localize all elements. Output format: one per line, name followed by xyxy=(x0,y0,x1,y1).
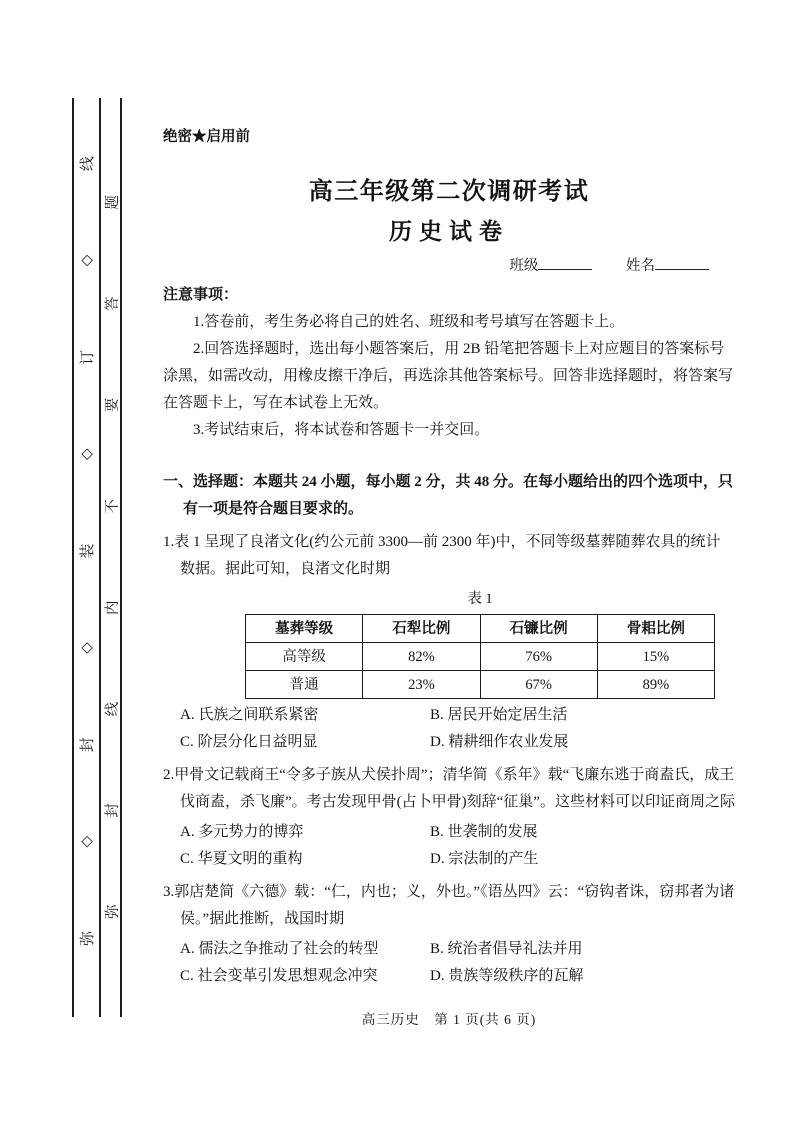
seal-warning-char: 要 xyxy=(104,397,121,413)
table-cell: 76% xyxy=(480,643,597,671)
binding-char: 装 xyxy=(79,543,96,559)
option-d: D. 宗法制的产生 xyxy=(430,851,539,867)
binding-char: 封 xyxy=(79,737,96,753)
seal-warning-char: 线 xyxy=(104,701,121,717)
diamond-icon: ◇ xyxy=(78,254,95,267)
subject-title: 历史试卷 xyxy=(389,219,509,244)
notice-item-1: 1.答卷前，考生务必将自己的姓名、班级和考号填写在答题卡上。 xyxy=(193,314,625,330)
seal-warning-char: 不 xyxy=(104,499,121,514)
option-c: C. 阶层分化日益明显 xyxy=(180,734,318,750)
name-label: 姓名 xyxy=(626,258,655,274)
option-c: C. 社会变革引发思想观念冲突 xyxy=(180,968,378,984)
diamond-icon: ◇ xyxy=(78,448,95,460)
table-header-cell: 石犁比例 xyxy=(363,615,480,643)
table-row xyxy=(246,671,715,699)
section-heading: 一、选择题：本题共 24 小题，每小题 2 分，共 48 分。在每小题给出的四个选项中，只有一项是符合题目要求的。 xyxy=(163,474,734,517)
options-grid xyxy=(163,936,735,990)
binding-strip-outer xyxy=(75,156,97,946)
binding-char: 线 xyxy=(79,156,96,172)
diamond-icon: ◇ xyxy=(78,642,95,654)
seal-warning-char: 内 xyxy=(104,600,121,615)
table-header-row xyxy=(246,615,715,643)
page-content xyxy=(163,0,735,1033)
notice-heading: 注意事项： xyxy=(163,287,239,303)
name-blank xyxy=(655,254,709,270)
seal-warning-char: 答 xyxy=(104,296,121,311)
table-cell: 普通 xyxy=(246,671,363,699)
option-b: B. 居民开始定居生活 xyxy=(430,707,568,723)
options-grid xyxy=(163,702,735,756)
table-cell: 82% xyxy=(363,643,480,671)
seal-warning-char: 封 xyxy=(104,803,121,818)
notice-item-3: 3.考试结束后，将本试卷和答题卡一并交回。 xyxy=(193,422,490,438)
option-d: D. 贵族等级秩序的瓦解 xyxy=(430,968,584,984)
question-stem: 2.甲骨文记载商王“令多子族从犬侯扑周”；清华简《系年》载“飞廉东逃于商盍氏，成王伐商盍，杀飞廉”。考古发现甲骨(占卜甲骨)刻辞“征巢”。这些材料可以印证商周之际 xyxy=(163,767,735,810)
table-cell: 89% xyxy=(597,671,714,699)
table-header-cell: 石镰比例 xyxy=(480,615,597,643)
option-a: A. 氏族之间联系紧密 xyxy=(180,707,319,723)
question-stem: 3.郭店楚简《六德》载：“仁，内也；义，外也。”《语丛四》云：“窃钩者诛，窃邦者为诸侯。”据此推断，战国时期 xyxy=(163,884,735,927)
table-header-cell: 骨耜比例 xyxy=(597,615,714,643)
statistics-table xyxy=(245,614,715,699)
option-b: B. 统治者倡导礼法并用 xyxy=(430,941,583,957)
binding-line-outer xyxy=(72,98,74,1017)
table-header-cell: 墓葬等级 xyxy=(246,615,363,643)
seal-warning-char: 题 xyxy=(104,195,121,210)
option-d: D. 精耕细作农业发展 xyxy=(430,734,569,750)
question-1 xyxy=(163,529,735,756)
table-cell: 15% xyxy=(597,643,714,671)
question-3 xyxy=(163,879,735,990)
seal-warning-strip xyxy=(100,195,122,919)
table-caption: 表 1 xyxy=(467,591,493,607)
student-info-row xyxy=(163,253,735,280)
options-grid xyxy=(163,819,735,873)
security-label: 绝密★启用前 xyxy=(163,129,250,145)
table-cell: 高等级 xyxy=(246,643,363,671)
seal-warning-char: 弥 xyxy=(104,904,121,919)
option-c: C. 华夏文明的重构 xyxy=(180,851,303,867)
page-footer: 高三历史 第 1 页(共 6 页) xyxy=(361,1012,537,1027)
table-row xyxy=(246,643,715,671)
class-label: 班级 xyxy=(509,258,539,274)
option-b: B. 世袭制的发展 xyxy=(430,824,538,840)
notice-item-2: 2.回答选择题时，选出每小题答案后，用 2B 铅笔把答题卡上对应题目的答案标号涂黑，如需改动，用橡皮擦干净后，再选涂其他答案标号。回答非选择题时，将答案写在答题卡上，写在本试卷上无效。 xyxy=(163,341,734,411)
table-cell: 67% xyxy=(480,671,597,699)
questions xyxy=(163,529,735,990)
binding-char: 订 xyxy=(79,349,96,365)
question-2 xyxy=(163,762,735,873)
question-stem: 1.表 1 呈现了良渚文化(约公元前 3300—前 2300 年)中，不同等级墓葬随葬农具的统计数据。据此可知，良渚文化时期 xyxy=(163,534,721,577)
exam-title: 高三年级第二次调研考试 xyxy=(308,179,590,205)
option-a: A. 儒法之争推动了社会的转型 xyxy=(180,941,379,957)
notice-list xyxy=(163,309,735,444)
table-cell: 23% xyxy=(363,671,480,699)
diamond-icon: ◇ xyxy=(78,835,95,848)
class-blank xyxy=(538,254,592,270)
binding-char: 弥 xyxy=(79,930,96,946)
option-a: A. 多元势力的博弈 xyxy=(180,824,304,840)
